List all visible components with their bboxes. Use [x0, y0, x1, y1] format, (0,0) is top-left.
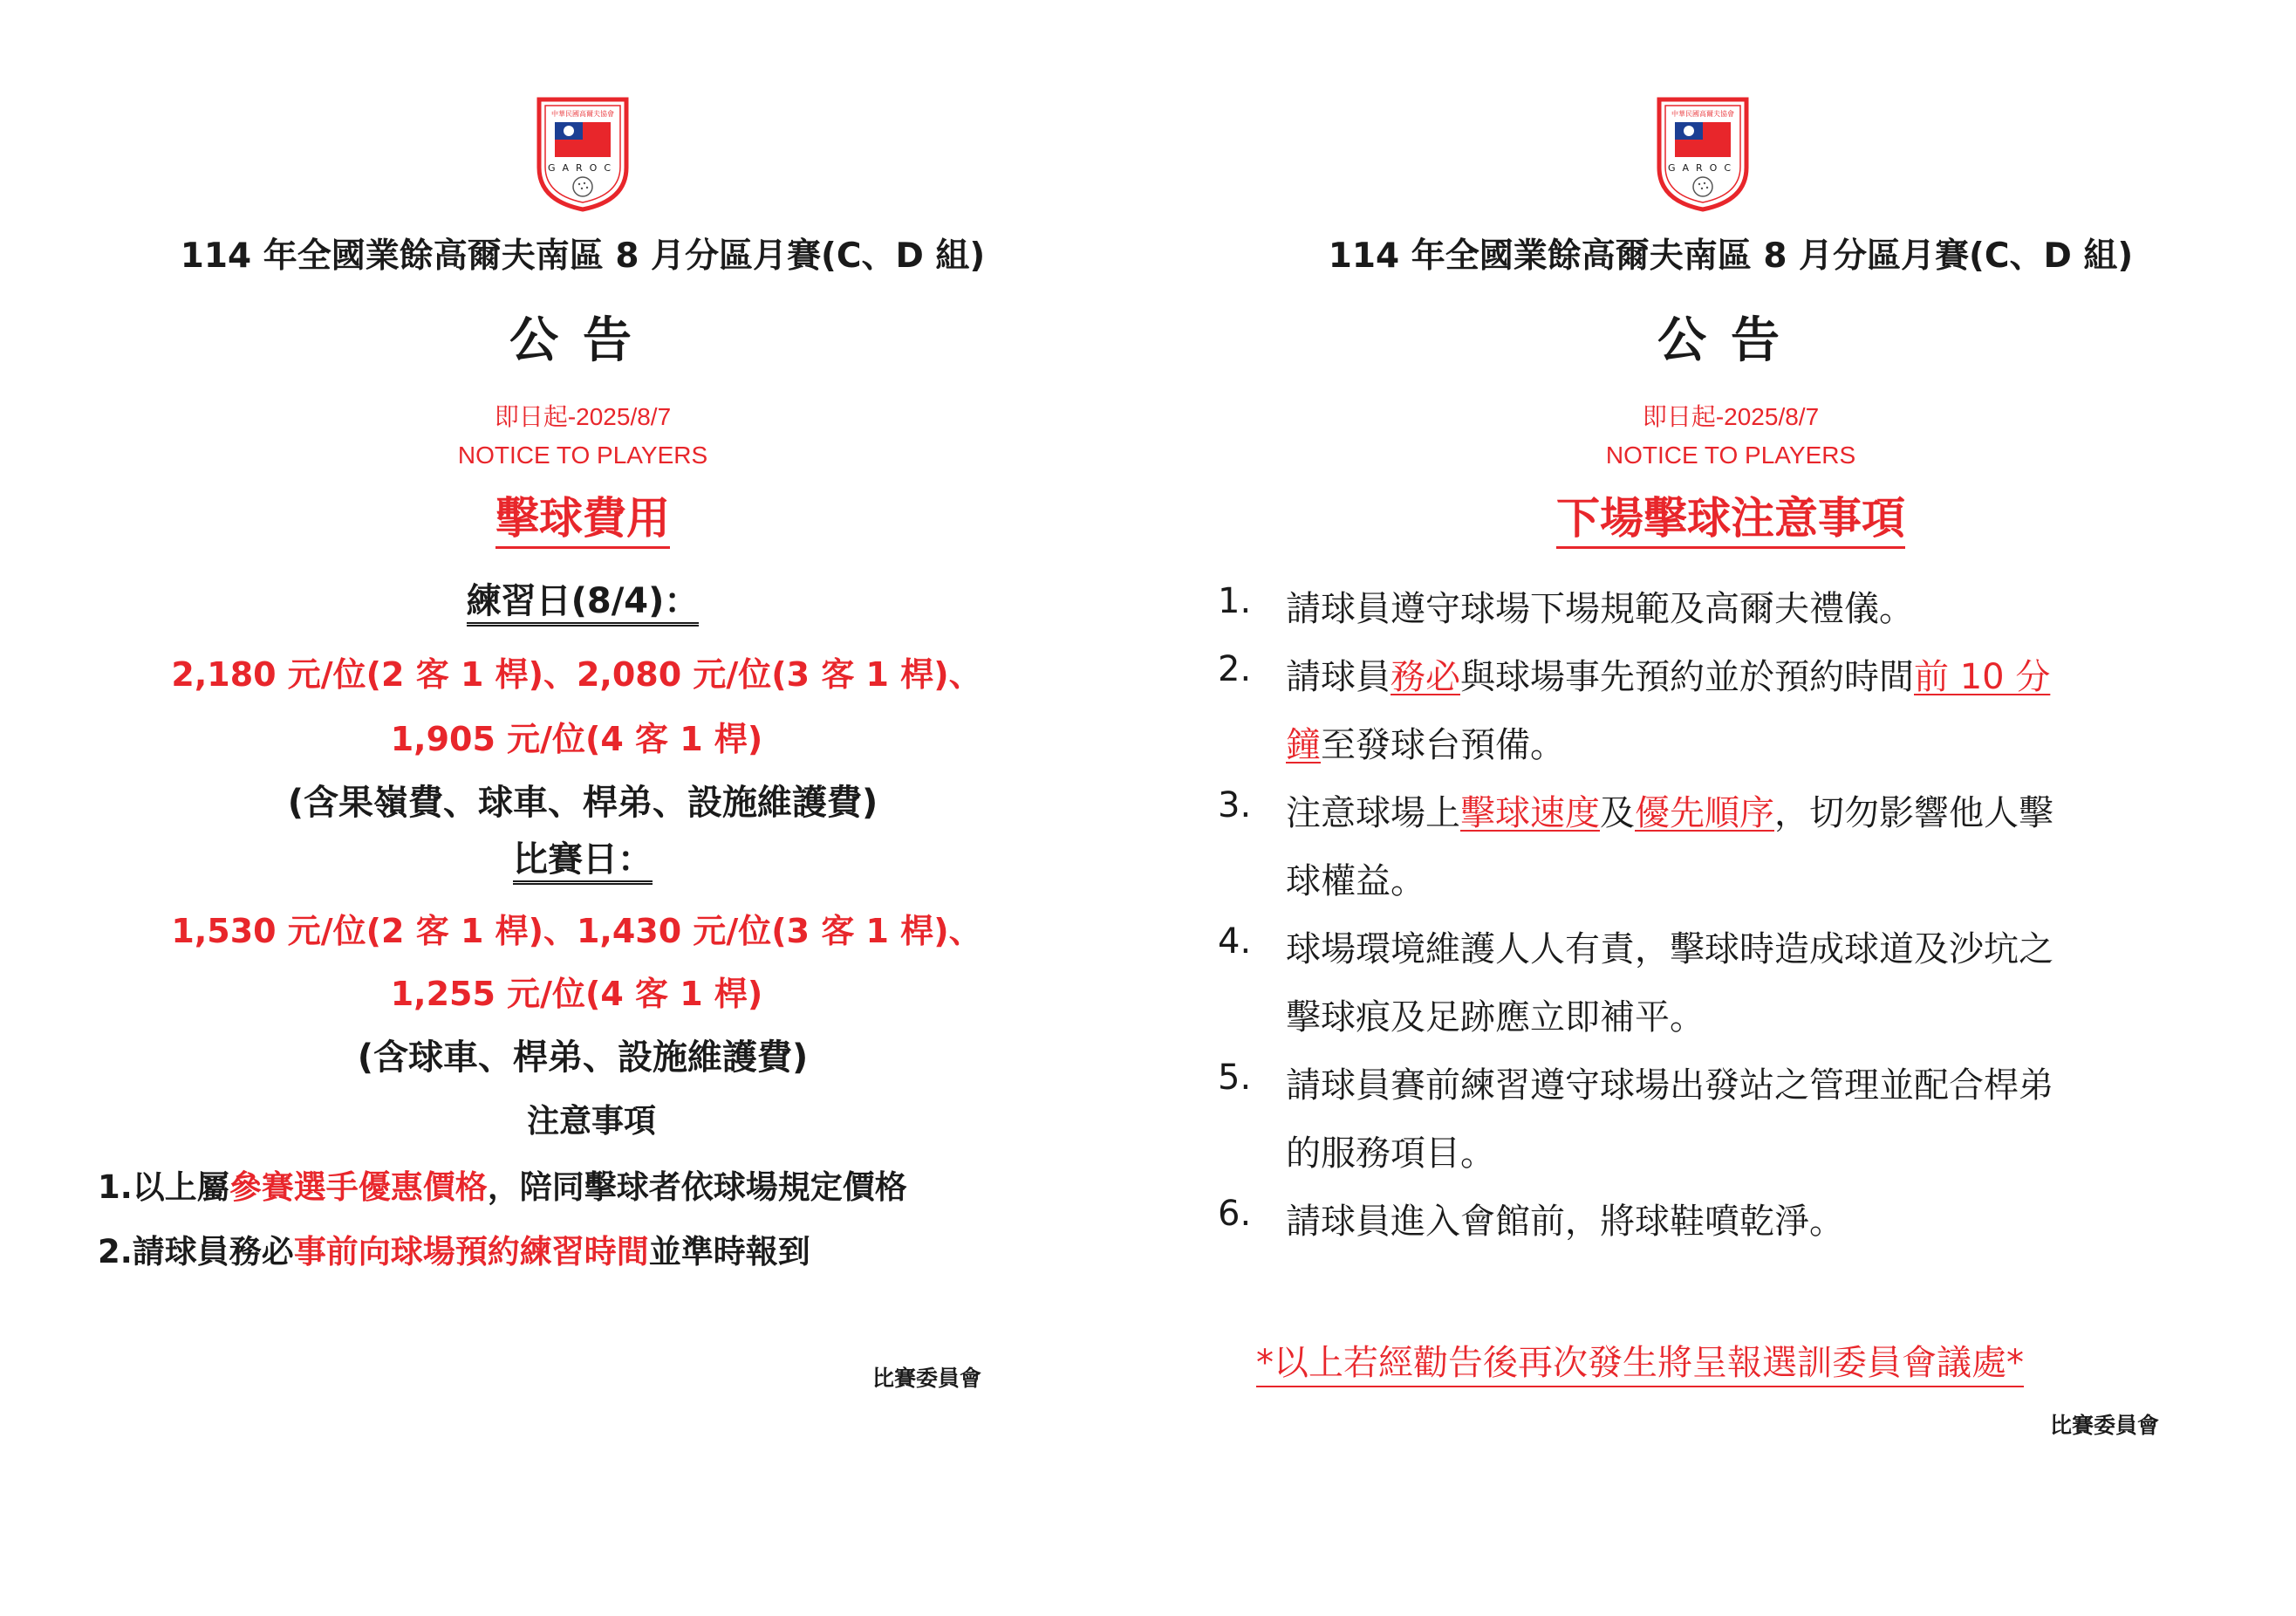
fee-note-2-post: 並準時報到	[648, 1233, 810, 1270]
fee-note-2-highlight: 事前向球場預約練習時間	[293, 1233, 649, 1270]
logo-letters: GAROC	[1667, 162, 1739, 174]
fee-note-2	[98, 1225, 810, 1272]
match-prices-line1: 1,530 元/位(2 客 1 桿)、1,430 元/位(3 客 1 桿)、	[171, 912, 982, 950]
committee-signature-right: 比賽委員會	[2050, 1413, 2160, 1438]
rule-3-line2: 球權益。	[1286, 861, 1425, 901]
announcement-heading: 公告	[509, 312, 656, 369]
match-prices-line2: 1,255 元/位(4 客 1 桿)	[390, 975, 763, 1013]
tournament-title: 114 年全國業餘高爾夫南區 8 月分區月賽(C、D 組)	[1328, 236, 2134, 276]
fee-note-2-pre: 2.請球員務必	[98, 1233, 294, 1270]
practice-prices-line1: 2,180 元/位(2 客 1 桿)、2,080 元/位(3 客 1 桿)、	[171, 655, 982, 694]
notes-title: 注意事項	[527, 1102, 656, 1140]
fee-note-1	[98, 1161, 907, 1208]
logo-org-text: 中華民國高爾夫協會	[1671, 110, 1734, 118]
fee-section-title: 擊球費用	[495, 494, 670, 549]
rule-2-line2: 鐘至發球台預備。	[1286, 725, 1565, 765]
rule-4-line1: 球場環境維護人人有責，擊球時造成球道及沙坑之	[1286, 929, 2053, 969]
fee-note-1-post: ，陪同擊球者依球場規定價格	[487, 1168, 907, 1206]
practice-day-label-wrap	[0, 581, 1165, 627]
garoc-logo-icon	[1654, 94, 1752, 213]
logo-letters: GAROC	[547, 162, 618, 174]
rule-5-line2: 的服務項目。	[1286, 1133, 1495, 1174]
rule-number: 1.	[1218, 581, 1252, 621]
rule-2-highlight-minute: 鐘	[1286, 725, 1321, 765]
rule-3-highlight-priority: 優先順序	[1635, 793, 1774, 833]
fee-note-1-highlight: 參賽選手優惠價格	[229, 1168, 488, 1206]
rule-2-highlight-must: 務必	[1391, 657, 1460, 697]
rule-1-line1: 請球員遵守球場下場規範及高爾夫禮儀。	[1286, 589, 1914, 629]
announcement-heading: 公告	[1657, 312, 1804, 369]
practice-includes: (含果嶺費、球車、桿弟、設施維護費)	[287, 783, 878, 823]
rule-2-highlight-10min: 前 10 分	[1914, 657, 2051, 697]
fee-note-1-pre: 1.以上屬	[98, 1168, 229, 1206]
notice-to-players: NOTICE TO PLAYERS	[457, 442, 708, 469]
rule-number: 3.	[1218, 785, 1252, 825]
practice-prices-line2: 1,905 元/位(4 客 1 桿)	[390, 720, 763, 758]
rule-number: 4.	[1218, 921, 1252, 962]
rule-5-line1: 請球員賽前練習遵守球場出發站之管理並配合桿弟	[1286, 1065, 2053, 1106]
rule-6-line1: 請球員進入會館前，將球鞋噴乾淨。	[1286, 1202, 1844, 1242]
rule-3-line1: 注意球場上擊球速度及優先順序，切勿影響他人擊	[1286, 793, 2053, 833]
date-line: 即日起-2025/8/7	[494, 403, 672, 430]
garoc-logo-icon	[534, 94, 632, 213]
committee-signature-left: 比賽委員會	[872, 1366, 982, 1391]
rule-number: 2.	[1218, 649, 1252, 689]
match-includes: (含球車、桿弟、設施維護費)	[357, 1037, 809, 1078]
match-day-label-wrap	[0, 839, 1165, 885]
rule-4-line2: 擊球痕及足跡應立即補平。	[1286, 997, 1705, 1037]
fee-section-title-wrap	[0, 494, 1165, 549]
match-day-label: 比賽日：	[513, 839, 653, 885]
notice-to-players: NOTICE TO PLAYERS	[1605, 442, 1856, 469]
rule-number: 5.	[1218, 1058, 1252, 1098]
practice-day-label: 練習日(8/4)：	[467, 581, 700, 627]
rule-3-highlight-speed: 擊球速度	[1460, 793, 1600, 833]
rules-section-title: 下場擊球注意事項	[1556, 494, 1905, 549]
rules-section-title-wrap	[1165, 494, 2296, 549]
penalty-warning: *以上若經勸告後再次發生將呈報選訓委員會議處*	[1256, 1342, 2024, 1387]
rule-2-line1: 請球員務必與球場事先預約並於預約時間前 10 分	[1286, 657, 2051, 697]
tournament-title: 114 年全國業餘高爾夫南區 8 月分區月賽(C、D 組)	[180, 236, 986, 276]
rule-number: 6.	[1218, 1194, 1252, 1234]
logo-org-text: 中華民國高爾夫協會	[551, 110, 614, 118]
date-line: 即日起-2025/8/7	[1642, 403, 1820, 430]
